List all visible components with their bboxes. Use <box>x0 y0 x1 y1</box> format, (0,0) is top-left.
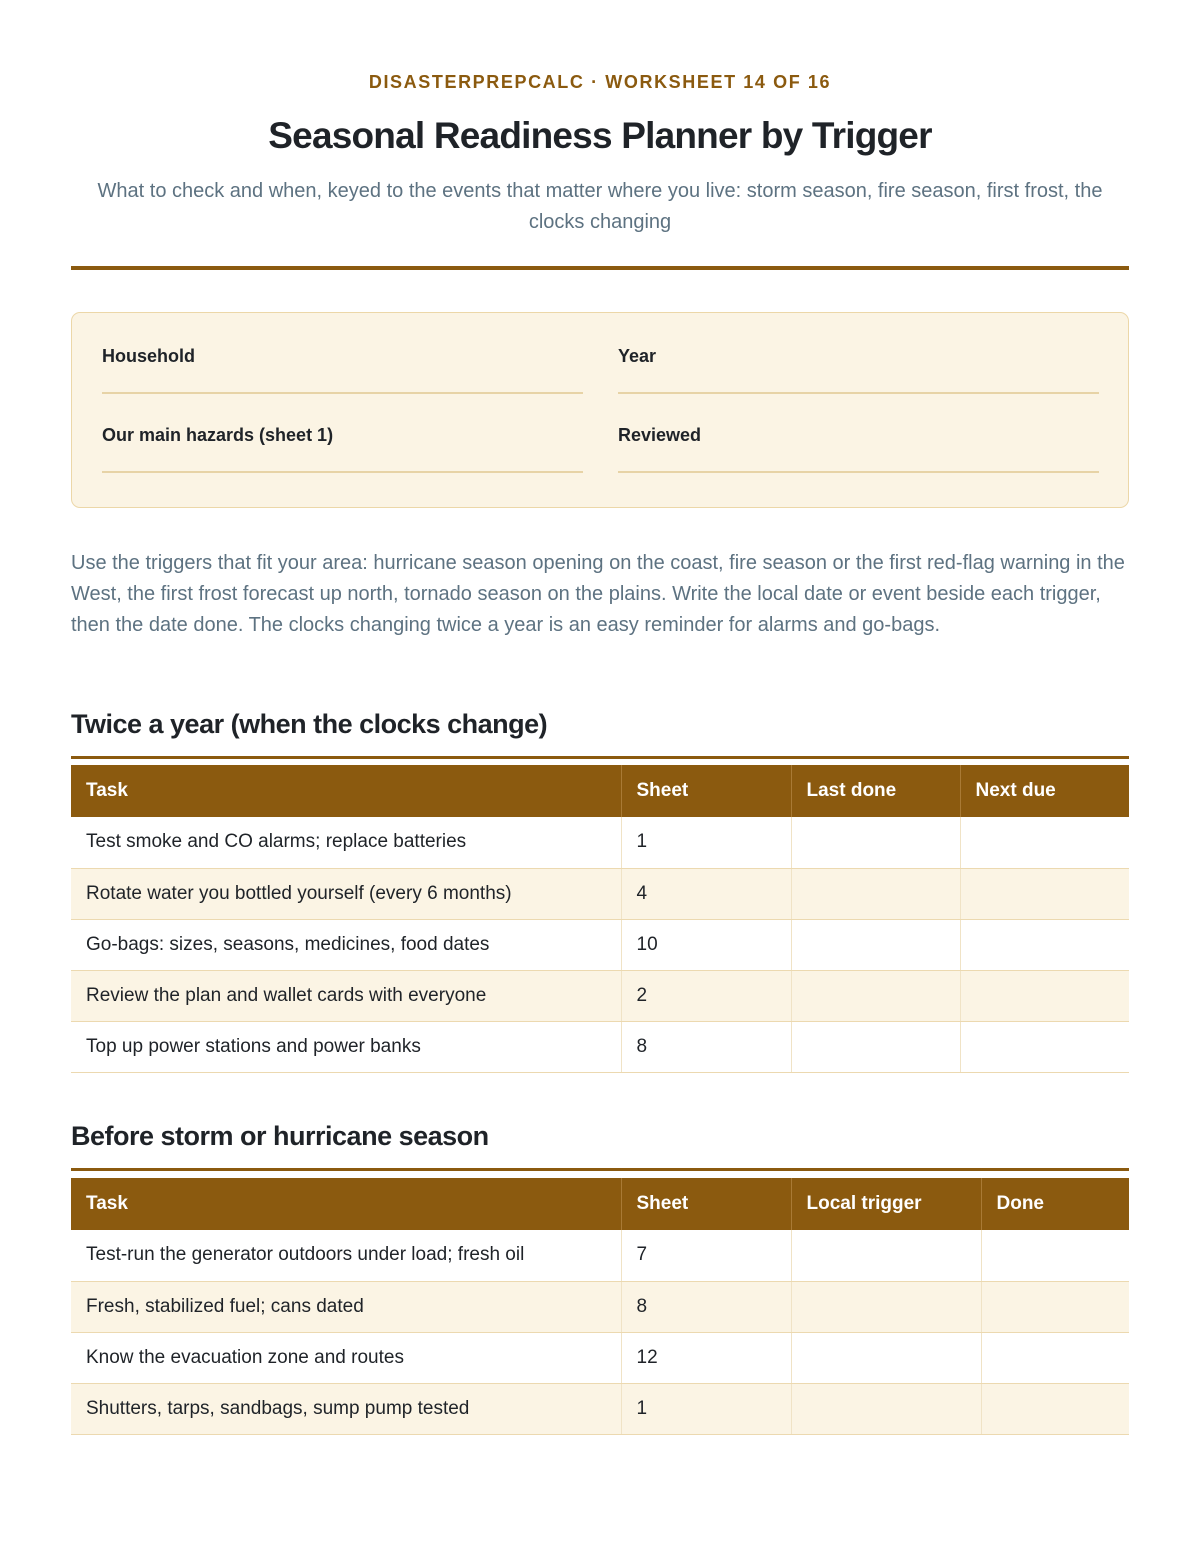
sheet-cell: 10 <box>621 919 791 970</box>
year-fill-line[interactable] <box>618 392 1099 394</box>
column-header-local-trigger: Local trigger <box>791 1178 981 1230</box>
table-row <box>71 817 1129 868</box>
task-cell: Top up power stations and power banks <box>71 1021 621 1072</box>
reviewed-field[interactable] <box>618 425 1099 446</box>
local-trigger-cell[interactable] <box>791 1332 981 1383</box>
next-due-cell[interactable] <box>960 868 1129 919</box>
table-row <box>71 919 1129 970</box>
last-done-cell[interactable] <box>791 817 960 868</box>
done-cell[interactable] <box>981 1383 1129 1434</box>
column-header-last-done: Last done <box>791 765 960 817</box>
table-row <box>71 1383 1129 1434</box>
task-cell: Know the evacuation zone and routes <box>71 1332 621 1383</box>
task-cell: Go-bags: sizes, seasons, medicines, food dates <box>71 919 621 970</box>
sheet-cell: 1 <box>621 1383 791 1434</box>
page-subtitle: What to check and when, keyed to the events that matter where you live: storm season, fire season, first frost, the clocks changing <box>97 180 1103 233</box>
local-trigger-cell[interactable] <box>791 1383 981 1434</box>
hazards-fill-line[interactable] <box>102 471 583 473</box>
table-row <box>71 1281 1129 1332</box>
year-label: Year <box>618 346 657 366</box>
sheet-cell: 2 <box>621 970 791 1021</box>
task-cell: Review the plan and wallet cards with everyone <box>71 970 621 1021</box>
column-header-task: Task <box>71 765 621 817</box>
done-cell[interactable] <box>981 1230 1129 1281</box>
worksheet-eyebrow: DISASTERPREPCALC · WORKSHEET 14 OF 16 <box>368 72 832 92</box>
task-cell: Test-run the generator outdoors under load; fresh oil <box>71 1230 621 1281</box>
year-field[interactable] <box>618 346 1099 367</box>
local-trigger-cell[interactable] <box>791 1230 981 1281</box>
twice-a-year-table <box>71 765 1129 1073</box>
table-header-row <box>71 1178 1129 1230</box>
intro-paragraph: Use the triggers that fit your area: hurricane season opening on the coast, fire season or the first red-flag warning in the West, the first frost forecast up north, tornado season on the plains. Write the local date or event beside each trigger, then the date done. The clocks changing twice a year is an easy reminder for alarms and go-bags. <box>71 552 1125 636</box>
column-header-task: Task <box>71 1178 621 1230</box>
table-row <box>71 970 1129 1021</box>
sheet-cell: 4 <box>621 868 791 919</box>
last-done-cell[interactable] <box>791 919 960 970</box>
page-title: Seasonal Readiness Planner by Trigger <box>268 115 932 156</box>
sheet-cell: 8 <box>621 1281 791 1332</box>
reviewed-label: Reviewed <box>618 425 702 445</box>
section-divider <box>71 1168 1129 1171</box>
column-header-sheet: Sheet <box>621 765 791 817</box>
next-due-cell[interactable] <box>960 919 1129 970</box>
next-due-cell[interactable] <box>960 970 1129 1021</box>
done-cell[interactable] <box>981 1332 1129 1383</box>
next-due-cell[interactable] <box>960 817 1129 868</box>
table-header-row <box>71 765 1129 817</box>
task-cell: Test smoke and CO alarms; replace batteries <box>71 817 621 868</box>
household-info-box <box>71 312 1129 508</box>
task-cell: Fresh, stabilized fuel; cans dated <box>71 1281 621 1332</box>
table-row <box>71 1230 1129 1281</box>
hazards-field[interactable] <box>102 425 583 446</box>
sheet-cell: 12 <box>621 1332 791 1383</box>
column-header-next-due: Next due <box>960 765 1129 817</box>
sheet-cell: 1 <box>621 817 791 868</box>
table-row <box>71 1332 1129 1383</box>
table-row <box>71 1021 1129 1072</box>
household-label: Household <box>102 346 195 366</box>
household-fill-line[interactable] <box>102 392 583 394</box>
local-trigger-cell[interactable] <box>791 1281 981 1332</box>
task-cell: Rotate water you bottled yourself (every 6 months) <box>71 868 621 919</box>
section-title-storm-season: Before storm or hurricane season <box>71 1121 489 1151</box>
household-field[interactable] <box>102 346 583 367</box>
header-divider <box>71 266 1129 270</box>
section-title-twice-a-year: Twice a year (when the clocks change) <box>71 709 548 739</box>
last-done-cell[interactable] <box>791 1021 960 1072</box>
storm-season-table <box>71 1178 1129 1435</box>
section-divider <box>71 756 1129 759</box>
task-cell: Shutters, tarps, sandbags, sump pump tested <box>71 1383 621 1434</box>
hazards-label: Our main hazards (sheet 1) <box>102 425 334 445</box>
reviewed-fill-line[interactable] <box>618 471 1099 473</box>
last-done-cell[interactable] <box>791 970 960 1021</box>
sheet-cell: 8 <box>621 1021 791 1072</box>
table-row <box>71 868 1129 919</box>
sheet-cell: 7 <box>621 1230 791 1281</box>
column-header-sheet: Sheet <box>621 1178 791 1230</box>
column-header-done: Done <box>981 1178 1129 1230</box>
last-done-cell[interactable] <box>791 868 960 919</box>
next-due-cell[interactable] <box>960 1021 1129 1072</box>
done-cell[interactable] <box>981 1281 1129 1332</box>
